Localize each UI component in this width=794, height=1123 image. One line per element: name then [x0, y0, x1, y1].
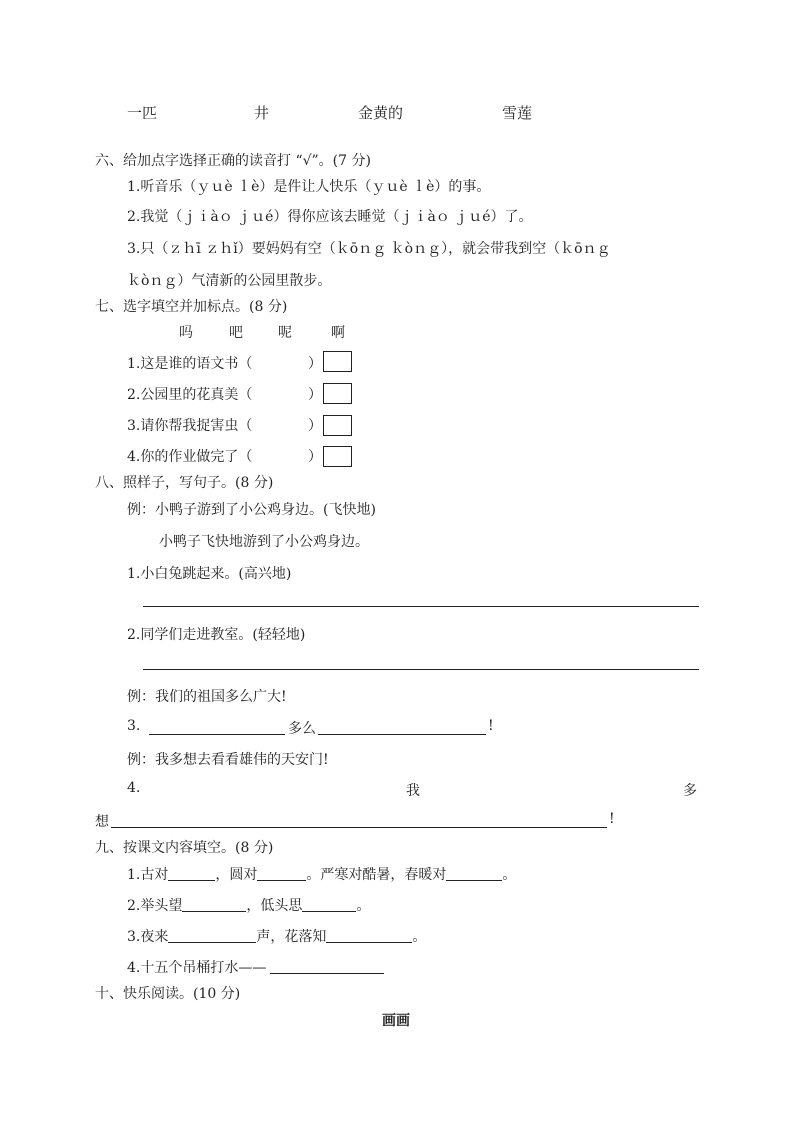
s8-q4-number: 4.: [127, 780, 141, 796]
section-6-heading: 六、给加点字选择正确的读音打 “√”。(7 分): [95, 153, 371, 169]
s8-q4-right: 多: [683, 783, 697, 799]
s9-q4-text-a: 4.十五个吊桶打水——: [127, 960, 267, 976]
s9-q3-text-c: 。: [412, 929, 427, 945]
answer-box[interactable]: [323, 446, 352, 467]
s9-q1-text-a: 1.古对: [127, 867, 169, 883]
s8-q3-end: !: [488, 718, 494, 734]
answer-blank[interactable]: [257, 866, 306, 881]
passage-title: 画画: [382, 1013, 410, 1029]
s7-item-4: 4.你的作业做完了（: [127, 449, 253, 465]
example-1-answer: 小鸭子飞快地游到了小公鸡身边。: [159, 534, 369, 550]
answer-line[interactable]: [143, 606, 699, 607]
s9-q3-text-b: 声，花落知: [256, 929, 327, 945]
section-7-heading: 七、选字填空并加标点。(8 分): [95, 299, 288, 315]
section-9-heading: 九、按课文内容填空。(8 分): [95, 840, 274, 856]
option-word-4: 啊: [331, 325, 345, 341]
s6-question-2: 2.我觉（ｊｉàｏ ｊｕé）得你应该去睡觉（ｊｉàｏ ｊｕé）了。: [127, 209, 533, 225]
s9-question-1: [127, 864, 516, 884]
s6-question-3-line-2: ｋòｎｇ）气清新的公园里散步。: [127, 273, 332, 289]
word-4: 雪莲: [502, 104, 533, 122]
answer-blank[interactable]: [446, 866, 502, 881]
s8-q3-mid: 多么: [288, 721, 316, 737]
option-word-1: 吗: [179, 325, 193, 341]
s9-q2-text-c: 。: [356, 898, 371, 914]
s9-question-2: [127, 895, 370, 915]
section-10-heading: 十、快乐阅读。(10 分): [95, 986, 241, 1002]
s7-item-4-close: ）: [308, 449, 322, 465]
answer-blank[interactable]: [168, 866, 215, 881]
s9-q3-text-a: 3.夜来: [127, 929, 169, 945]
s9-q1-text-d: 。: [502, 867, 517, 883]
s9-q2-text-b: ，低头思: [246, 898, 303, 914]
answer-box[interactable]: [323, 383, 352, 404]
s7-item-1: 1.这是谁的语文书（: [127, 356, 253, 372]
s7-item-2-close: ）: [308, 387, 322, 403]
example-2: 例：我们的祖国多么广大!: [127, 689, 287, 705]
s9-question-4: [127, 957, 384, 977]
answer-blank[interactable]: [182, 897, 246, 912]
answer-blank[interactable]: [168, 928, 256, 943]
option-word-2: 吧: [229, 325, 243, 341]
answer-line[interactable]: [318, 734, 486, 735]
section-8-heading: 八、照样子，写句子。(8 分): [95, 475, 274, 491]
answer-blank[interactable]: [326, 928, 412, 943]
s6-question-1: 1.听音乐（ｙｕè ｌè）是件让人快乐（ｙｕè ｌè）的事。: [127, 179, 491, 195]
s8-q3-number: 3.: [127, 718, 141, 734]
s7-item-3: 3.请你帮我捉害虫（: [127, 418, 253, 434]
answer-line[interactable]: [111, 827, 607, 828]
option-word-3: 呢: [278, 325, 292, 341]
s9-question-3: [127, 926, 426, 946]
s8-question-1: 1.小白兔跳起来。(高兴地): [127, 566, 292, 582]
s9-q2-text-a: 2.举头望: [127, 898, 183, 914]
s8-question-2: 2.同学们走进教室。(轻轻地): [127, 627, 306, 643]
example-3: 例：我多想去看看雄伟的天安门!: [127, 752, 329, 768]
word-1: 一匹: [127, 104, 158, 122]
example-1: 例：小鸭子游到了小公鸡身边。(飞快地): [127, 502, 376, 518]
s7-item-1-close: ）: [308, 356, 322, 372]
word-2: 井: [254, 104, 270, 122]
answer-line[interactable]: [143, 669, 699, 670]
s8-q4-mid: 我: [406, 783, 420, 799]
s6-question-3-line-1: 3.只（ｚｈī ｚｈǐ）要妈妈有空（ｋōｎｇ ｋòｎｇ），就会带我到空（ｋōｎｇ: [127, 241, 611, 257]
answer-line[interactable]: [149, 734, 285, 735]
s8-q4-end: !: [609, 811, 615, 827]
s9-q1-text-b: ，圆对: [215, 867, 258, 883]
s7-item-3-close: ）: [308, 418, 322, 434]
answer-box[interactable]: [323, 351, 352, 372]
answer-blank[interactable]: [270, 959, 384, 974]
s7-item-2: 2.公园里的花真美（: [127, 387, 253, 403]
word-3: 金黄的: [358, 104, 404, 122]
s8-q4-left: 想: [95, 814, 109, 830]
s9-q1-text-c: 。严寒对酷暑，春暖对: [306, 867, 447, 883]
answer-box[interactable]: [323, 415, 352, 436]
answer-blank[interactable]: [302, 897, 356, 912]
